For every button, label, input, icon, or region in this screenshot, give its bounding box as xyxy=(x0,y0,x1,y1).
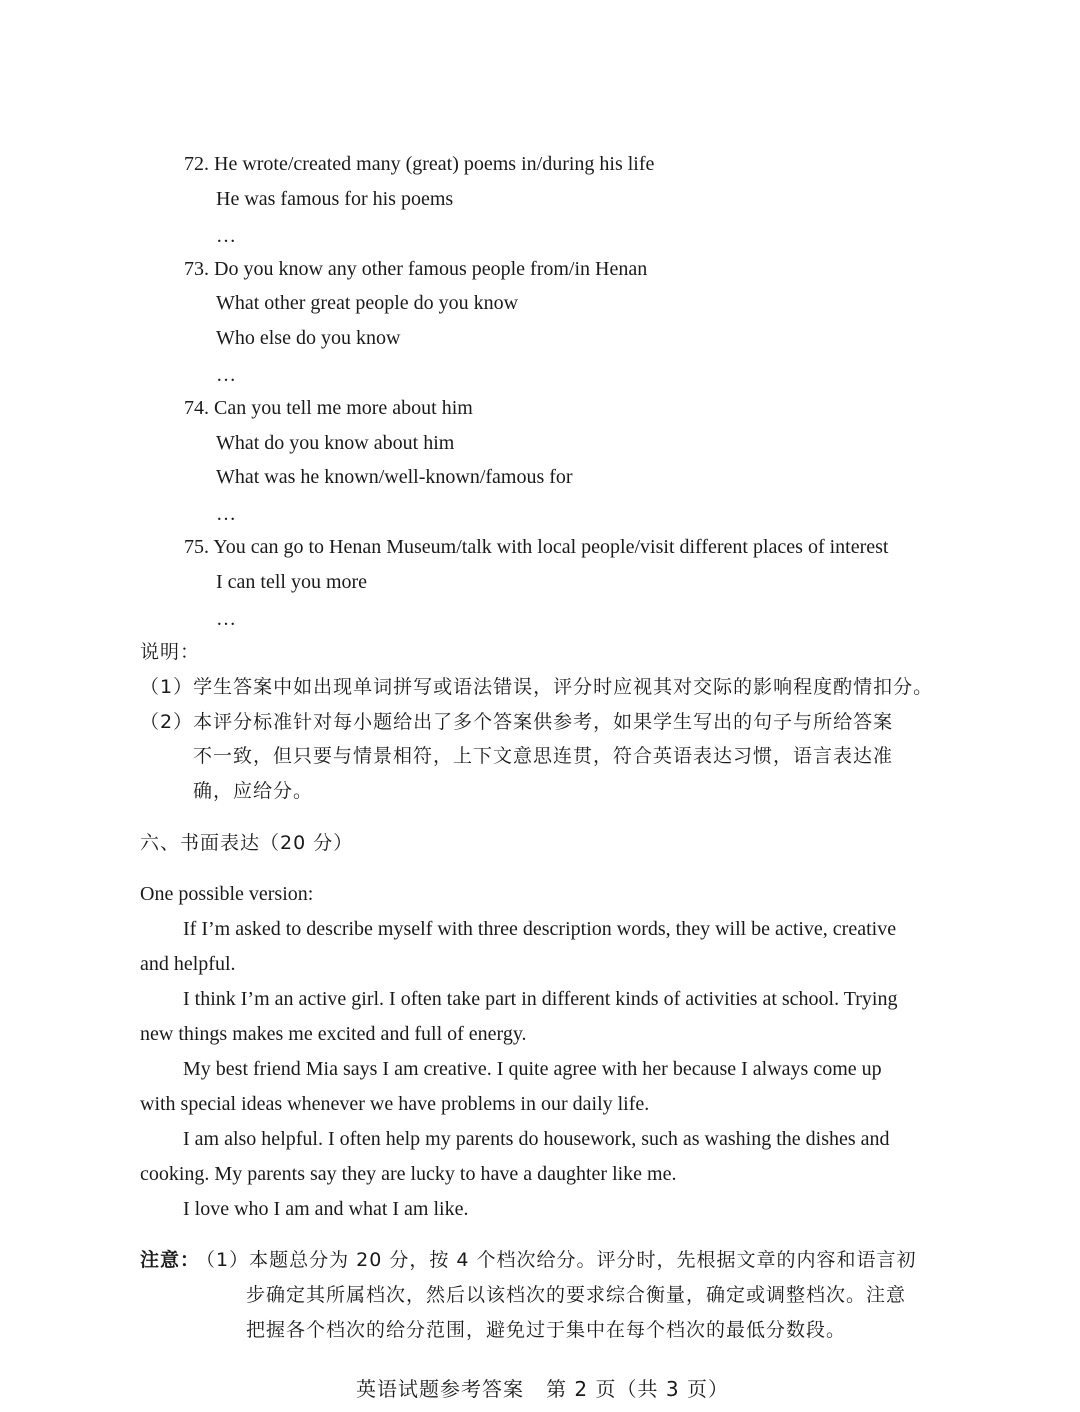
note-1: （1）学生答案中如出现单词拼写或语法错误，评分时应视其对交际的影响程度酌情扣分。 xyxy=(140,676,934,698)
essay-line: new things makes me excited and full of energy. xyxy=(140,1023,527,1045)
answer-72-line: 72. He wrote/created many (great) poems in/during his life xyxy=(184,153,655,175)
answer-73-line: Who else do you know xyxy=(216,327,401,349)
essay-line: My best friend Mia says I am creative. I quite agree with her because I always come up xyxy=(183,1058,882,1080)
attention-label: 注意： xyxy=(140,1249,201,1271)
essay-line: I am also helpful. I often help my parents do housework, such as washing the dishes and xyxy=(183,1128,890,1150)
answer-75-line: 75. You can go to Henan Museum/talk with local people/visit different places of interest xyxy=(184,536,889,558)
attention-line: 步确定其所属档次，然后以该档次的要求综合衡量，确定或调整档次。注意 xyxy=(246,1284,907,1306)
answer-74-line: What do you know about him xyxy=(216,432,455,454)
answer-74-line: 74. Can you tell me more about him xyxy=(184,397,473,419)
note-2-line: （2）本评分标准针对每小题给出了多个答案供参考，如果学生写出的句子与所给答案 xyxy=(140,711,894,733)
essay-intro: One possible version: xyxy=(140,883,314,905)
answer-75-line: I can tell you more xyxy=(216,571,368,593)
notes-title: 说明： xyxy=(140,641,201,663)
answer-74-line: … xyxy=(216,503,236,525)
answer-74-line: What was he known/well-known/famous for xyxy=(216,466,573,488)
essay-line: and helpful. xyxy=(140,953,236,975)
answer-73-line: … xyxy=(216,364,236,386)
answer-73-line: 73. Do you know any other famous people from/in Henan xyxy=(184,258,648,280)
essay-line: with special ideas whenever we have problems in our daily life. xyxy=(140,1093,650,1115)
page-footer: 英语试题参考答案 第 2 页（共 3 页） xyxy=(356,1377,729,1401)
answer-73-line: What other great people do you know xyxy=(216,292,519,314)
essay-line: If I’m asked to describe myself with three description words, they will be active, creative xyxy=(183,918,897,940)
answer-72-line: … xyxy=(216,225,236,247)
essay-line: cooking. My parents say they are lucky to have a daughter like me. xyxy=(140,1163,677,1185)
note-2-line: 不一致，但只要与情景相符，上下文意思连贯，符合英语表达习惯，语言表达准 xyxy=(193,745,894,767)
essay-line: I love who I am and what I am like. xyxy=(183,1198,469,1220)
attention-line: （1）本题总分为 20 分，按 4 个档次给分。评分时，先根据文章的内容和语言初 xyxy=(196,1249,917,1271)
attention-line: 把握各个档次的给分范围，避免过于集中在每个档次的最低分数段。 xyxy=(246,1319,847,1341)
answer-75-line: … xyxy=(216,608,236,630)
section-six-heading: 六、书面表达（20 分） xyxy=(140,832,354,854)
answer-72-line: He was famous for his poems xyxy=(216,188,454,210)
essay-line: I think I’m an active girl. I often take part in different kinds of activities at school. Trying xyxy=(183,988,898,1010)
note-2-line: 确，应给分。 xyxy=(193,780,314,802)
